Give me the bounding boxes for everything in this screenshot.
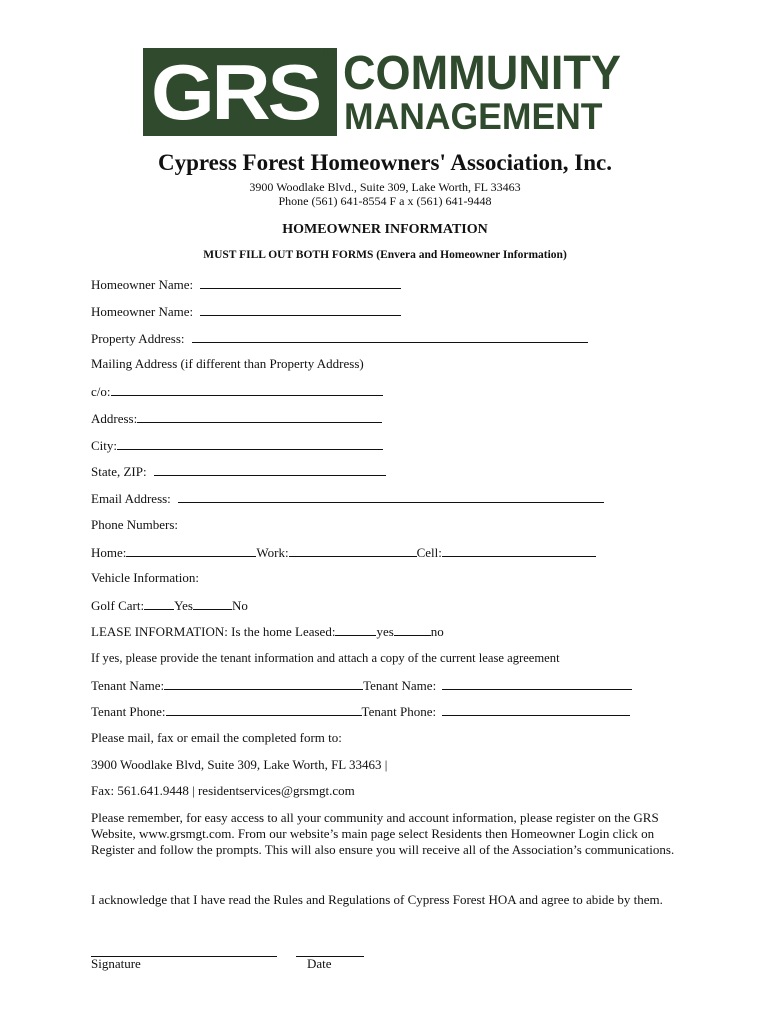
signature-label: Signature (91, 956, 141, 971)
lease-no-field[interactable] (394, 623, 431, 636)
mail-address: 3900 Woodlake Blvd, Suite 309, Lake Worth, FL 33463 | (91, 757, 388, 772)
golf-cart-yes-label: Yes (174, 598, 193, 613)
city-field[interactable] (117, 437, 383, 450)
golf-cart-row (91, 597, 248, 614)
logo-community-text: COMMUNITY (343, 44, 621, 100)
lease-yes-label: yes (376, 624, 394, 639)
lease-label: LEASE INFORMATION: Is the home Leased: (91, 624, 336, 639)
logo-trademark: TM (321, 49, 334, 59)
email-label: Email Address: (91, 491, 171, 506)
tenant-phone-field[interactable] (442, 703, 630, 716)
acknowledgement: I acknowledge that I have read the Rules and Regulations of Cypress Forest HOA and agree to abide by them. (91, 892, 663, 907)
association-title: Cypress Forest Homeowners' Association, Inc. (157, 150, 612, 175)
state-zip-row (91, 463, 386, 480)
home-phone-field[interactable] (126, 544, 256, 557)
form-heading: HOMEOWNER INFORMATION (282, 222, 488, 237)
tenant-name-label: Tenant Name: (91, 678, 165, 693)
home-phone-label: Home: (91, 545, 127, 560)
vehicle-info-label: Vehicle Information: (91, 570, 199, 585)
state-zip-field[interactable] (154, 463, 386, 476)
state-zip-label: State, ZIP: (91, 464, 147, 479)
phone-numbers-label: Phone Numbers: (91, 517, 179, 532)
work-phone-label: Work: (256, 545, 289, 560)
association-address: 3900 Woodlake Blvd., Suite 309, Lake Worth, FL 33463 (249, 180, 521, 194)
association-phone-fax: Phone (561) 641-8554 F a x (561) 641-9448 (278, 194, 492, 208)
homeowner-name-label: Homeowner Name: (91, 277, 194, 292)
city-row (91, 437, 383, 454)
work-phone-field[interactable] (289, 544, 417, 557)
form-instruction: MUST FILL OUT BOTH FORMS (Envera and Homeowner Information) (203, 249, 567, 261)
homeowner-name-field[interactable] (200, 303, 401, 316)
lease-no-label: no (430, 624, 444, 639)
tenant-name-field[interactable] (164, 677, 363, 690)
lease-row (91, 623, 444, 640)
address-field[interactable] (137, 410, 382, 423)
tenant-name-row (91, 677, 632, 694)
logo-grs-block (143, 48, 337, 136)
homeowner-name-row-1 (91, 276, 401, 293)
grs-logo (143, 44, 621, 137)
tenant-name-field[interactable] (442, 677, 632, 690)
cell-phone-field[interactable] (442, 544, 596, 557)
tenant-phone-label: Tenant Phone: (361, 704, 437, 719)
logo-management-text: MANAGEMENT (344, 96, 603, 137)
email-field[interactable] (178, 490, 604, 503)
homeowner-name-field[interactable] (200, 276, 401, 289)
property-address-field[interactable] (192, 330, 588, 343)
property-address-label: Property Address: (91, 331, 185, 346)
cell-phone-label: Cell: (416, 545, 442, 560)
mail-instruction: Please mail, fax or email the completed form to: (91, 730, 342, 745)
city-label: City: (91, 438, 118, 453)
lease-yes-field[interactable] (335, 623, 376, 636)
homeowner-name-label: Homeowner Name: (91, 304, 194, 319)
tenant-phone-row (91, 703, 630, 720)
golf-cart-yes-field[interactable] (144, 597, 174, 610)
address-row (91, 410, 382, 427)
fax-email: Fax: 561.641.9448 | residentservices@grsmgt.com (91, 783, 355, 798)
lease-note: If yes, please provide the tenant information and attach a copy of the current lease agreement (91, 651, 560, 665)
golf-cart-no-label: No (232, 598, 248, 613)
golf-cart-no-field[interactable] (193, 597, 232, 610)
email-row (91, 490, 604, 507)
phone-numbers-row (91, 544, 596, 561)
mailing-address-label: Mailing Address (if different than Property Address) (91, 356, 364, 371)
logo-grs-text: GRS (151, 48, 320, 136)
co-label: c/o: (91, 384, 111, 399)
golf-cart-label: Golf Cart: (91, 598, 145, 613)
tenant-name-label: Tenant Name: (363, 678, 437, 693)
address-label: Address: (91, 411, 138, 426)
tenant-phone-field[interactable] (166, 703, 362, 716)
property-address-row (91, 330, 588, 347)
homeowner-name-row-2 (91, 303, 401, 320)
co-row (91, 383, 383, 400)
tenant-phone-label: Tenant Phone: (91, 704, 166, 719)
co-field[interactable] (111, 383, 383, 396)
date-label: Date (307, 956, 332, 971)
register-note: Please remember, for easy access to all your community and account information, please register on the GRS Website, www.grsmgt.com. From our website’s main page select Residents then Homeowner Login click on Register and follow the prompts. This will also ensure you will receive all of the Association’s communications. (91, 810, 675, 857)
